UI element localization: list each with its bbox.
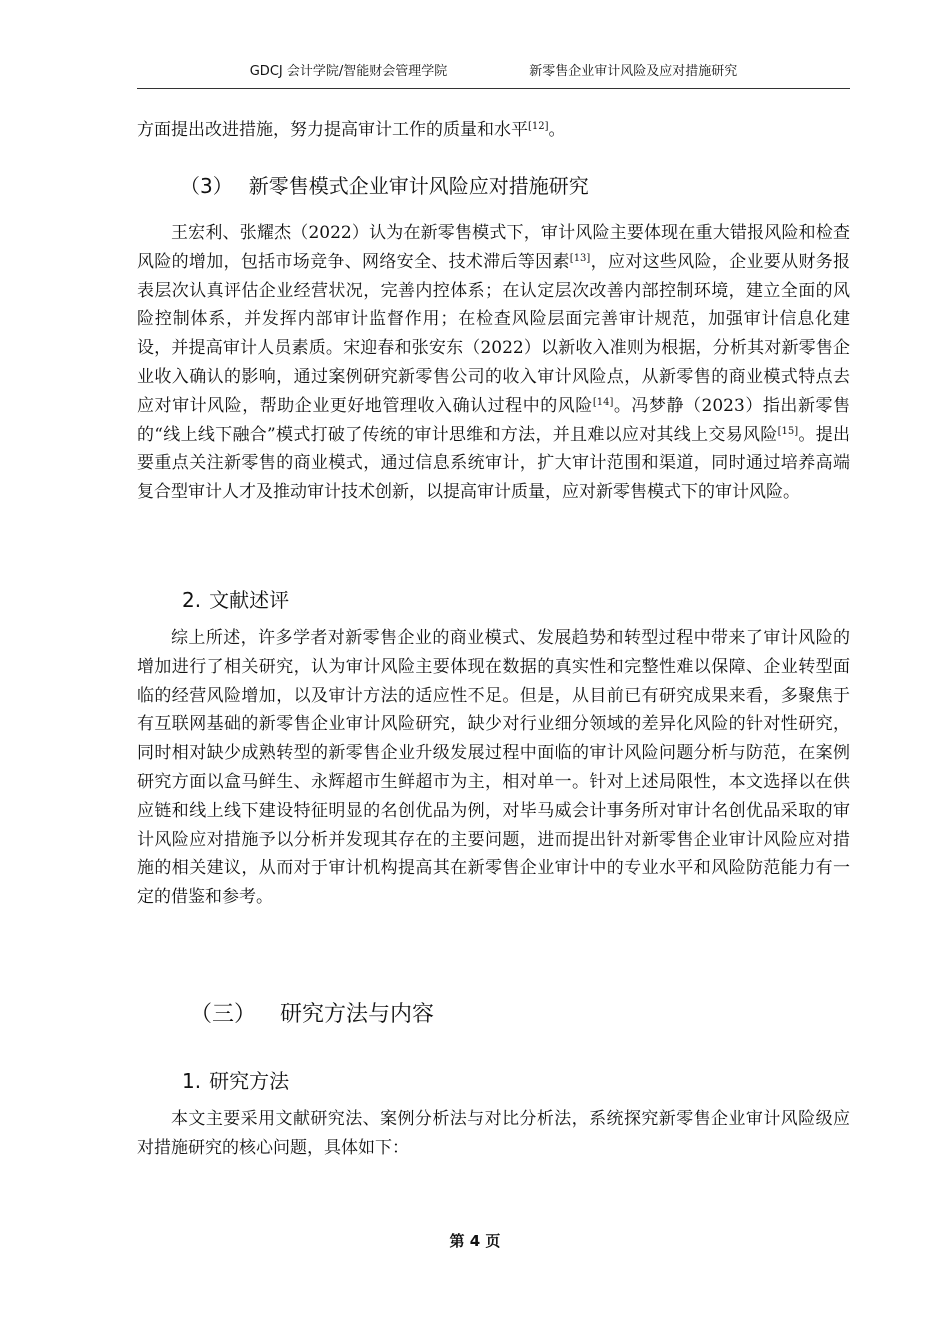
heading-title: 文献述评	[209, 588, 290, 612]
heading-number: （三）	[190, 1002, 257, 1027]
paragraph-1	[137, 219, 850, 507]
heading-title: 新零售模式企业审计风险应对措施研究	[248, 174, 589, 198]
header-left-text: GDCJ 会计学院/智能财会管理学院	[249, 64, 448, 79]
paragraph-0	[137, 116, 850, 145]
paragraph-continuation	[137, 116, 850, 145]
heading-number: 2.	[182, 588, 202, 612]
paragraph-block-2	[137, 624, 850, 912]
paragraph-block-1	[137, 219, 850, 507]
literature-review-heading	[182, 584, 289, 613]
citation-12: [12]	[528, 121, 549, 132]
paragraph-1-seg4: 。提出要重点关注新零售的商业模式，通过信息系统审计，扩大审计范围和渠道，同时通过培养高端复合型审计人才及推动审计技术创新，以提高审计质量，应对新零售模式下的审计风险。	[137, 424, 850, 503]
section-heading-three	[190, 997, 434, 1028]
paragraph-0-tail: 。	[548, 120, 566, 140]
heading-title: 研究方法	[209, 1069, 290, 1093]
header-right-text: 新零售企业审计风险及应对措施研究	[529, 64, 738, 79]
citation-15: [15]	[777, 425, 799, 437]
paragraph-3: 本文主要采用文献研究法、案例分析法与对比分析法，系统探究新零售企业审计风险级应对措施研究的核心问题，具体如下：	[137, 1109, 850, 1158]
page-header	[137, 60, 850, 79]
research-method-heading	[182, 1065, 289, 1094]
paragraph-1-seg2: ，应对这些风险，企业要从财务报表层次认真评估企业经营状况，完善内控体系；在认定层次改善内部控制环境，建立全面的风险控制体系，并发挥内部审计监督作用；在检查风险层面完善审计规范，加强审计信息化建设，并提高审计人员素质。宋迎春和张安东（2022）以新收入准则为根据，分析其对新零售企业收入确认的影响，通过案例研究新零售公司的收入审计风险点，从新零售的商业模式特点去应对审计风险，帮助企业更好地管理收入确认过程中的风险	[137, 251, 851, 416]
heading-number: 1.	[182, 1069, 202, 1093]
citation-14: [14]	[592, 396, 614, 408]
paragraph-1-seg3: 。冯梦静（2023）指出新零售的“线上线下融合”模式打破了传统的审计思维和方法，并且难以应对其线上交易风险	[137, 395, 851, 445]
heading-number: （3）	[180, 174, 233, 198]
paragraph-0-text: 方面提出改进措施，努力提高审计工作的质量和水平	[137, 120, 528, 140]
paragraph-block-3	[137, 1105, 850, 1163]
heading-title: 研究方法与内容	[280, 1002, 435, 1027]
paragraph-1-seg1: 王宏利、张耀杰（2022）认为在新零售模式下，审计风险主要体现在重大错报风险和检查风险的增加，包括市场竞争、网络安全、技术滞后等因素	[137, 223, 850, 272]
page-number: 第 4 页	[449, 1232, 501, 1250]
header-rule	[137, 88, 850, 89]
citation-13: [13]	[569, 252, 591, 264]
paragraph-2: 综上所述，许多学者对新零售企业的商业模式、发展趋势和转型过程中带来了审计风险的增加进行了相关研究，认为审计风险主要体现在数据的真实性和完整性难以保障、企业转型面临的经营风险增加，以及审计方法的适应性不足。但是，从目前已有研究成果来看，多聚焦于有互联网基础的新零售企业审计风险研究，缺少对行业细分领域的差异化风险的针对性研究，同时相对缺少成熟转型的新零售企业升级发展过程中面临的审计风险问题分析与防范，在案例研究方面以盒马鲜生、永辉超市生鲜超市为主，相对单一。针对上述局限性，本文选择以在供应链和线上线下建设特征明显的名创优品为例，对毕马威会计事务所对审计名创优品采取的审计风险应对措施予以分析并发现其存在的主要问题，进而提出针对新零售企业审计风险应对措施的相关建议，从而对于审计机构提高其在新零售企业审计中的专业水平和风险防范能力有一定的借鉴和参考。	[137, 628, 850, 908]
subsection-heading-3	[180, 170, 589, 199]
